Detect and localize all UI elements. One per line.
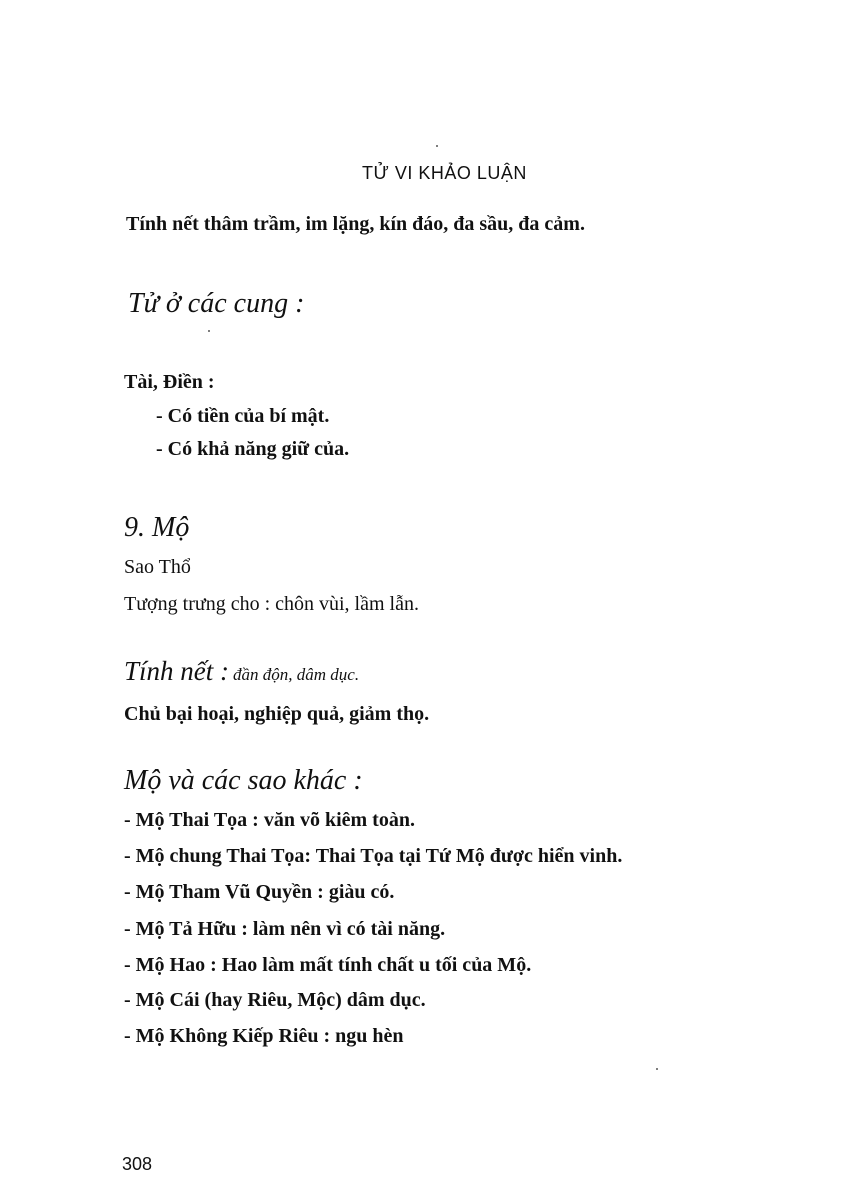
section-heading-mo-stars: Mộ và các sao khác :	[124, 765, 363, 796]
temperament-value: đần độn, dâm dục.	[233, 665, 360, 684]
scan-speck	[436, 145, 438, 147]
list-item: - Có tiền của bí mật.	[156, 405, 330, 427]
governs-line: Chủ bại hoại, nghiệp quả, giảm thọ.	[124, 703, 430, 725]
list-item: - Mộ Cái (hay Riêu, Mộc) dâm dục.	[124, 989, 426, 1011]
list-item: - Mộ Tả Hữu : làm nên vì có tài năng.	[124, 918, 446, 940]
temperament-label: Tính nết :	[124, 656, 229, 686]
symbolism-line: Tượng trưng cho : chôn vùi, lầm lẫn.	[124, 593, 419, 615]
section-heading-tu-cung: Tử ở các cung :	[128, 288, 305, 319]
list-item: - Có khả năng giữ của.	[156, 438, 350, 460]
running-header: TỬ VI KHẢO LUẬN	[362, 163, 527, 183]
list-item: - Mộ Hao : Hao làm mất tính chất u tối của Mộ.	[124, 954, 532, 976]
subheading-tai-dien: Tài, Điền :	[124, 371, 215, 393]
list-item: - Mộ Tham Vũ Quyền : giàu có.	[124, 881, 395, 903]
list-item: - Mộ Thai Tọa : văn võ kiêm toàn.	[124, 809, 415, 831]
list-item: - Mộ chung Thai Tọa: Thai Tọa tại Tứ Mộ được hiển vinh.	[124, 845, 623, 867]
intro-line: Tính nết thâm trầm, im lặng, kín đáo, đa sầu, đa cảm.	[126, 213, 585, 235]
section-heading-mo: 9. Mộ	[124, 512, 190, 543]
temperament-line	[124, 656, 359, 687]
star-type: Sao Thổ	[124, 556, 191, 578]
page-number: 308	[122, 1154, 153, 1174]
scan-speck	[208, 330, 210, 332]
scan-speck	[656, 1068, 658, 1070]
list-item: - Mộ Không Kiếp Riêu : ngu hèn	[124, 1025, 404, 1047]
